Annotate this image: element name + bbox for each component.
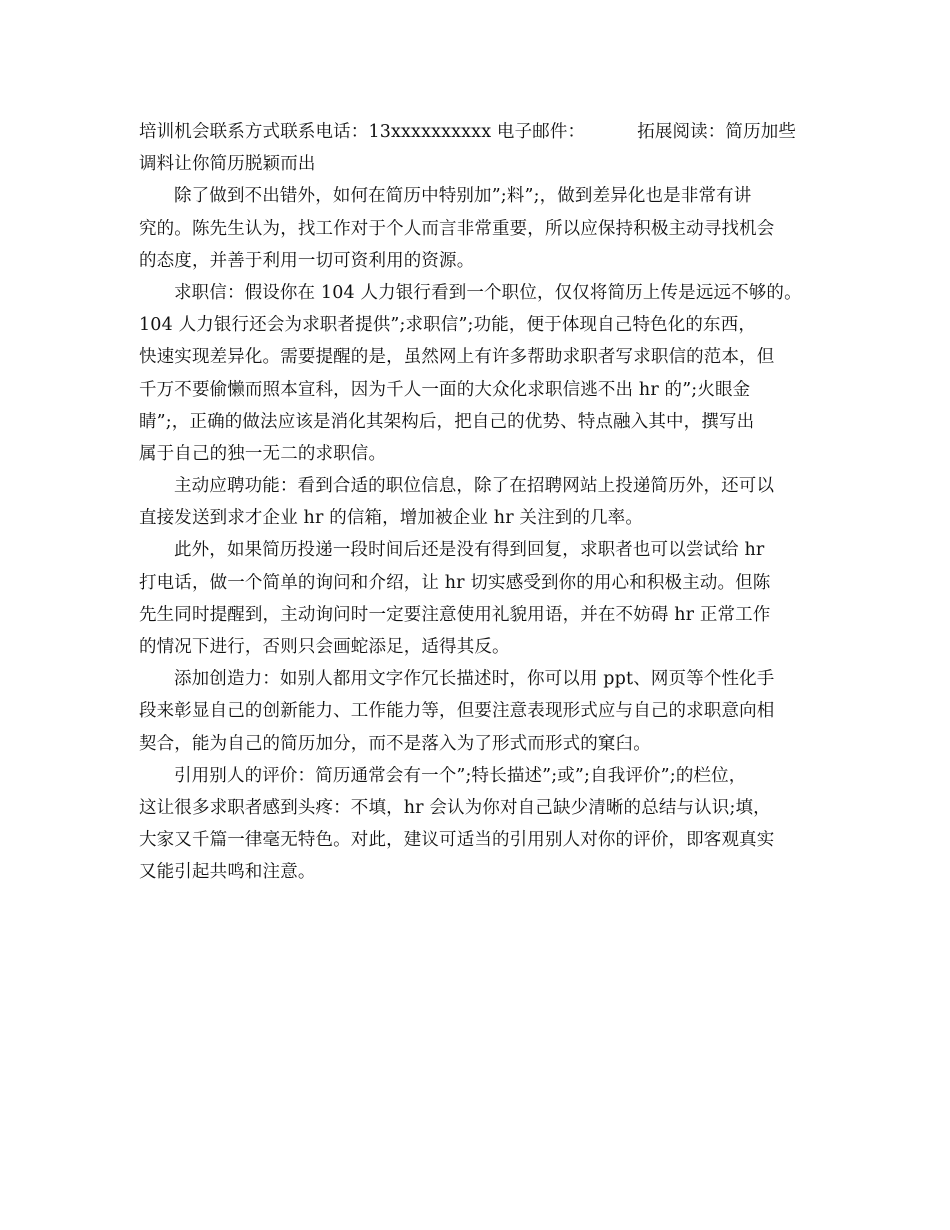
paragraph-1	[139, 180, 824, 277]
paragraph-line: 究的。陈先生认为，找工作对于个人而言非常重要，所以应保持积极主动寻找机会	[139, 218, 775, 239]
paragraph-line: 这让很多求职者感到头疼：不填，hr 会认为你对自己缺少清晰的总结与认识;填，	[139, 797, 771, 818]
paragraph-5	[139, 663, 824, 760]
contact-text: 培训机会联系方式联系电话：13xxxxxxxxxx 电子邮件：	[139, 122, 586, 142]
header-line-1	[139, 116, 824, 148]
paragraph-line: 睛”;，正确的做法应该是消化其架构后，把自己的优势、特点融入其中，撰写出	[139, 411, 755, 432]
paragraph-line: 此外，如果简历投递一段时间后还是没有得到回复，求职者也可以尝试给 hr	[174, 540, 765, 561]
paragraph-line: 千万不要偷懒而照本宣科，因为千人一面的大众化求职信逃不出 hr 的”;火眼金	[139, 379, 751, 400]
paragraph-line: 求职信：假设你在 104 人力银行看到一个职位，仅仅将简历上传是远远不够的。	[174, 282, 802, 303]
paragraph-line: 的态度，并善于利用一切可资利用的资源。	[139, 250, 475, 271]
paragraph-line: 直接发送到求才企业 hr 的信箱，增加被企业 hr 关注到的几率。	[139, 508, 643, 529]
paragraph-line: 引用别人的评价：简历通常会有一个”;特长描述”;或”;自我评价”;的栏位，	[174, 765, 747, 786]
paragraph-line: 段来彰显自己的创新能力、工作能力等，但要注意表现形式应与自己的求职意向相	[139, 701, 775, 722]
paragraph-line: 104 人力银行还会为求职者提供”;求职信”;功能，便于体现自己特色化的东西，	[139, 315, 756, 336]
document-page	[139, 116, 824, 889]
paragraph-3	[139, 470, 824, 534]
paragraph-line: 的情况下进行，否则只会画蛇添足，适得其反。	[139, 637, 510, 657]
paragraph-4	[139, 534, 824, 663]
paragraph-line: 大家又千篇一律毫无特色。对此，建议可适当的引用别人对你的评价，即客观真实	[139, 830, 775, 851]
paragraph-line: 先生同时提醒到，主动询问时一定要注意使用礼貌用语，并在不妨碍 hr 正常工作	[139, 604, 771, 625]
paragraph-line: 契合，能为自己的简历加分，而不是落入为了形式而形式的窠臼。	[139, 733, 651, 754]
paragraph-line: 除了做到不出错外，如何在简历中特别加”;料”;，做到差异化也是非常有讲	[174, 186, 752, 207]
paragraph-line: 主动应聘功能：看到合适的职位信息，除了在招聘网站上投递简历外，还可以	[174, 476, 775, 497]
extended-reading-title: 拓展阅读：简历加些	[637, 122, 797, 142]
paragraph-line: 快速实现差异化。需要提醒的是，虽然网上有许多帮助求职者写求职信的范本，但	[139, 347, 775, 368]
paragraph-line: 又能引起共鸣和注意。	[139, 862, 316, 883]
paragraph-line: 打电话，做一个简单的询问和介绍，让 hr 切实感受到你的用心和积极主动。但陈	[139, 572, 771, 593]
paragraph-2	[139, 277, 824, 470]
paragraph-6	[139, 760, 824, 889]
header-line-2: 调料让你简历脱颖而出	[139, 154, 316, 175]
paragraph-line: 属于自己的独一无二的求职信。	[139, 443, 387, 464]
paragraph-line: 添加创造力：如别人都用文字作冗长描述时，你可以用 ppt、网页等个性化手	[174, 669, 775, 690]
